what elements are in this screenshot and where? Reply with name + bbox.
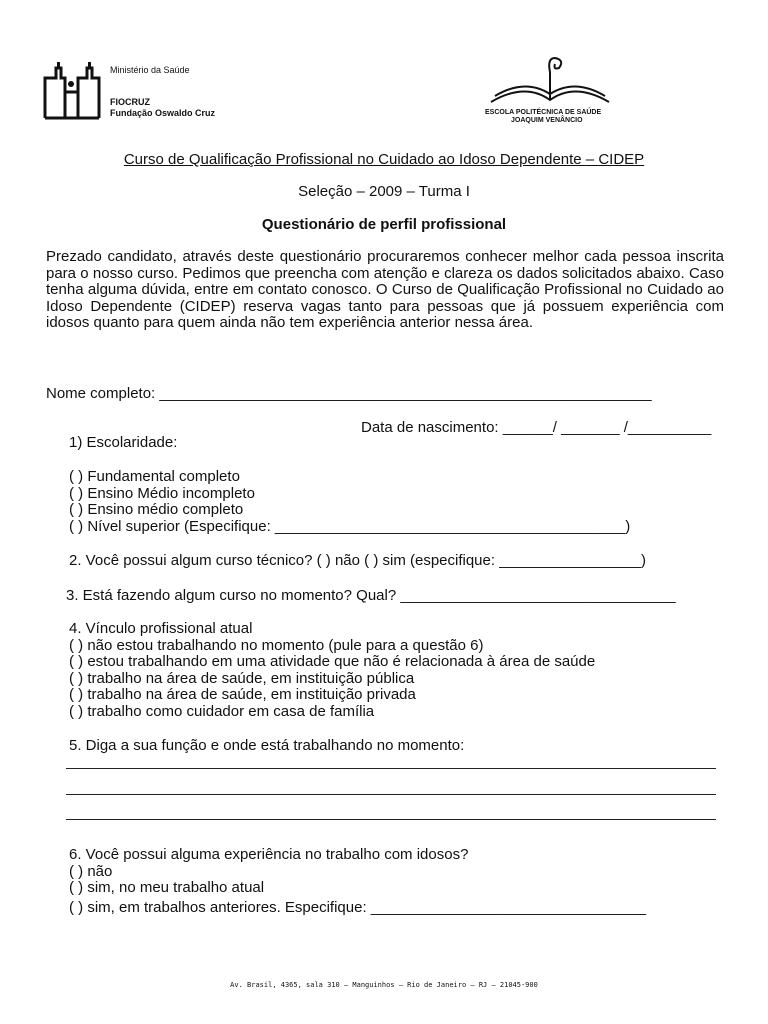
q4-option-5[interactable]: ( ) trabalho como cuidador em casa de família — [69, 703, 375, 720]
q4-option-2[interactable]: ( ) estou trabalhando em uma atividade que não é relacionada à área de saúde — [69, 653, 596, 670]
q5-title: 5. Diga a sua função e onde está trabalhando no momento: — [69, 737, 465, 754]
school-name-line1: ESCOLA POLITÉCNICA DE SAÚDE — [485, 109, 602, 116]
course-title: Curso de Qualificação Profissional no Cuidado ao Idoso Dependente – CIDEP — [123, 151, 645, 168]
q4-option-4[interactable]: ( ) trabalho na área de saúde, em instituição privada — [69, 686, 416, 703]
footer-address: Av. Brasil, 4365, sala 310 – Manguinhos – Rio de Janeiro – RJ – 21045-900 — [230, 981, 538, 989]
school-name-line2: JOAQUIM VENÂNCIO — [511, 117, 583, 124]
q1-option-3[interactable]: ( ) Ensino médio completo — [69, 501, 244, 518]
q6-title: 6. Você possui alguma experiência no trabalho com idosos? — [69, 846, 469, 863]
q6-option-1[interactable]: ( ) não — [69, 863, 113, 880]
q4-option-1[interactable]: ( ) não estou trabalhando no momento (pule para a questão 6) — [69, 637, 484, 654]
q5-answer-line-3[interactable] — [66, 819, 716, 820]
fiocruz-label: FIOCRUZ — [110, 97, 150, 107]
intro-paragraph: Prezado candidato, através deste questionário procuraremos conhecer melhor cada pessoa inscrita para o nosso curso. Pedimos que preencha com atenção e clareza os dados solicitados abaixo. Caso tenha alguma dúvida, entre em contato conosco. O Curso de Qualificação Profissional no Cuidado ao Idoso Dependente (CIDEP) reserva vagas tanto para pessoas que já possuem experiência com idosos quanto para quem ainda não tem experiência anterior nessa área. — [46, 248, 724, 331]
foundation-label: Fundação Oswaldo Cruz — [110, 108, 216, 118]
q1-option-1[interactable]: ( ) Fundamental completo — [69, 468, 240, 485]
fiocruz-castle-logo-icon — [42, 58, 102, 120]
q4-option-3[interactable]: ( ) trabalho na área de saúde, em instituição pública — [69, 670, 415, 687]
q1-option-2[interactable]: ( ) Ensino Médio incompleto — [69, 485, 255, 502]
q6-option-2[interactable]: ( ) sim, no meu trabalho atual — [69, 879, 265, 896]
questionnaire-title: Questionário de perfil profissional — [261, 216, 507, 233]
ministry-label: Ministério da Saúde — [110, 65, 190, 75]
birth-date-field[interactable]: Data de nascimento: ______/ _______ /__________ — [361, 419, 712, 436]
selection-title: Seleção – 2009 – Turma I — [298, 183, 470, 200]
school-book-logo-icon — [485, 52, 615, 110]
q2-question[interactable]: 2. Você possui algum curso técnico? ( ) não ( ) sim (especifique: _________________) — [69, 552, 647, 569]
q4-title: 4. Vínculo profissional atual — [69, 620, 253, 637]
q1-option-4[interactable]: ( ) Nível superior (Especifique: __________________________________________) — [69, 518, 631, 535]
q5-answer-line-2[interactable] — [66, 794, 716, 795]
q5-answer-line-1[interactable] — [66, 768, 716, 769]
q6-option-3[interactable]: ( ) sim, em trabalhos anteriores. Especifique: _________________________________ — [69, 899, 647, 916]
q3-question[interactable]: 3. Está fazendo algum curso no momento? Qual? _________________________________ — [66, 587, 676, 604]
q1-title: 1) Escolaridade: — [69, 434, 178, 451]
name-field[interactable]: Nome completo: ___________________________________________________________ — [46, 385, 652, 402]
